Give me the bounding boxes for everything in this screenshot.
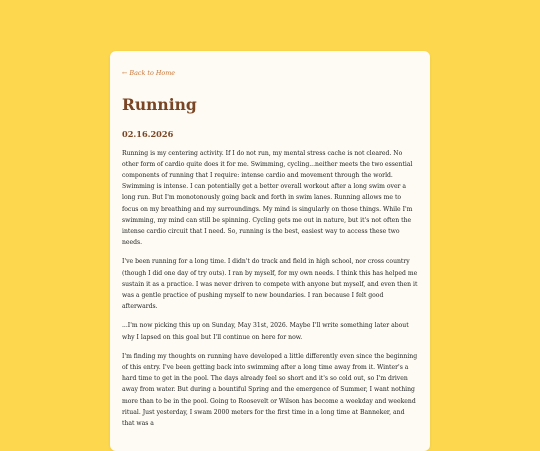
post-body [122,148,418,430]
back-to-home-link[interactable]: ← Back to Home [122,69,176,77]
post-date: 02.16.2026 [122,128,174,139]
paragraph: Running is my centering activity. If I do not run, my mental stress cache is not cleared. No other form of cardio quite does it for me. Swimming, cycling...neither meets the two essential components of running that I require: intense cardio and movement through the world. Swimming is intense. I can potentially get a better overall workout after a long swim over a long run. But I'm monotonously going back and forth in swim lanes. Running allows me to focus on my breathing and my surroundings. My mind is singularly on those things. While I'm swimming, my mind can still be spinning. Cycling gets me out in nature, but it's not often the intense cardio circuit that I need. So, running is the best, easiest way to access these two needs. [122,149,413,247]
paragraph: I've been running for a long time. I didn't do track and field in high school, nor cross country (though I did one day of try outs). I ran by myself, for my own needs. I think this has helped me sustain it as a practice. I was never driven to compete with anyone but myself, and even then it was a gentle practice of pushing myself to new boundaries. I ran because I felt good afterwards. [122,258,418,311]
page-title: Running [122,95,197,114]
post-card [110,51,430,451]
paragraph: I'm finding my thoughts on running have developed a little differently even since the beginning of this entry. I've been getting back into swimming after a long time away from it. Winter's a hard time to get in the pool. The days already feel so short and it's so cold out, so I'm driven away from water. But during a bountiful Spring and the emergence of Summer, I want nothing more than to be in the pool. Going to Roosevelt or Wilson has become a weekday and weekend ritual. Just yesterday, I swam 2000 meters for the first time in a long time at Banneker, and that was a [122,352,418,428]
paragraph: ...I'm now picking this up on Sunday, May 31st, 2026. Maybe I'll write something later about why I lapsed on this goal but I'll continue on here for now. [122,322,409,341]
